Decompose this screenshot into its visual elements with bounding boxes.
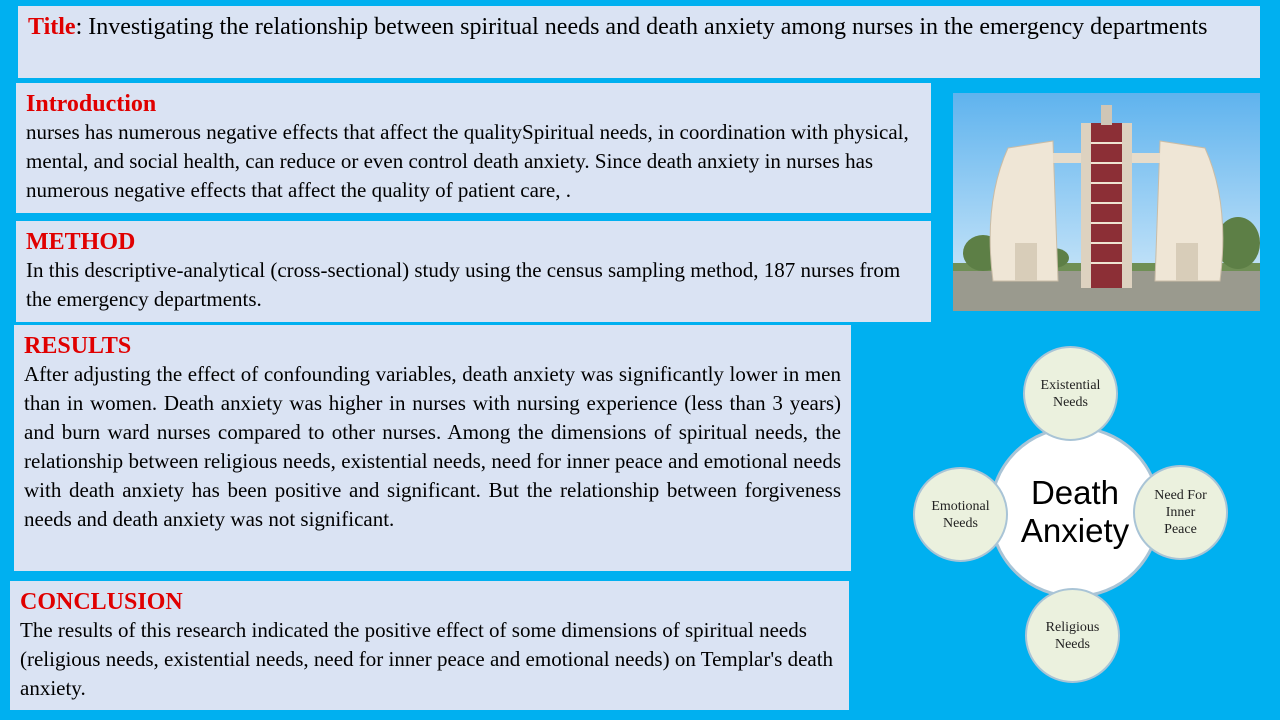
method-text: In this descriptive-analytical (cross-sectional) study using the census sampling method, 187 nurses from the emergency departments. bbox=[26, 258, 901, 311]
center-line-1: Death bbox=[1030, 474, 1120, 511]
need-for-inner-peace-circle bbox=[1133, 465, 1228, 560]
conclusion-text: The results of this research indicated the positive effect of some dimensions of spiritual needs (religious needs, existential needs, need for inner peace and emotional needs) on Templar's death anxiety. bbox=[20, 618, 834, 700]
left-line-2: Needs bbox=[942, 515, 978, 531]
bottom-line-2: Needs bbox=[1054, 636, 1090, 652]
introduction-section bbox=[16, 83, 931, 213]
death-anxiety-diagram bbox=[905, 340, 1245, 685]
left-line-1: Emotional bbox=[931, 498, 990, 514]
emotional-needs-circle bbox=[913, 467, 1008, 562]
method-heading: METHOD bbox=[26, 229, 136, 255]
university-gate-photo bbox=[953, 93, 1260, 311]
conclusion-heading: CONCLUSION bbox=[20, 589, 183, 615]
results-section bbox=[14, 325, 851, 571]
right-line-1: Need For bbox=[1154, 488, 1207, 503]
right-line-3: Peace bbox=[1164, 522, 1197, 537]
title-text: Investigating the relationship between spiritual needs and death anxiety among nurses in the emergency departments bbox=[82, 14, 1208, 40]
title-separator: : bbox=[75, 14, 83, 40]
university-gate-illustration bbox=[953, 93, 1260, 311]
title-box bbox=[18, 6, 1260, 78]
right-line-2: Inner bbox=[1165, 505, 1196, 520]
top-line-1: Existential bbox=[1040, 377, 1101, 393]
title-label: Title bbox=[28, 14, 76, 40]
top-line-2: Needs bbox=[1052, 394, 1088, 410]
method-section bbox=[16, 221, 931, 322]
results-text: After adjusting the effect of confounding variables, death anxiety was significantly lower in men than in women. Death anxiety was higher in nurses with nursing experience (less than 3 years) and burn ward nurses compared to other nurses. Among the dimensions of spiritual needs, the relationship between religious needs, existential needs, need for inner peace and emotional needs with death anxiety has been positive and significant. But the relationship between forgiveness needs and death anxiety was not significant. bbox=[24, 362, 841, 531]
religious-needs-circle bbox=[1025, 588, 1120, 683]
bottom-line-1: Religious bbox=[1045, 619, 1100, 635]
conclusion-section bbox=[10, 581, 849, 710]
results-heading: RESULTS bbox=[24, 333, 132, 359]
existential-needs-circle bbox=[1023, 346, 1118, 441]
introduction-text: nurses has numerous negative effects that affect the qualitySpiritual needs, in coordination with physical, mental, and social health, can reduce or even control death anxiety. Since death anxiety in nurses has numerous negative effects that affect the quality of patient care, . bbox=[26, 120, 909, 202]
introduction-heading: Introduction bbox=[26, 91, 157, 117]
center-line-2: Anxiety bbox=[1020, 512, 1130, 549]
